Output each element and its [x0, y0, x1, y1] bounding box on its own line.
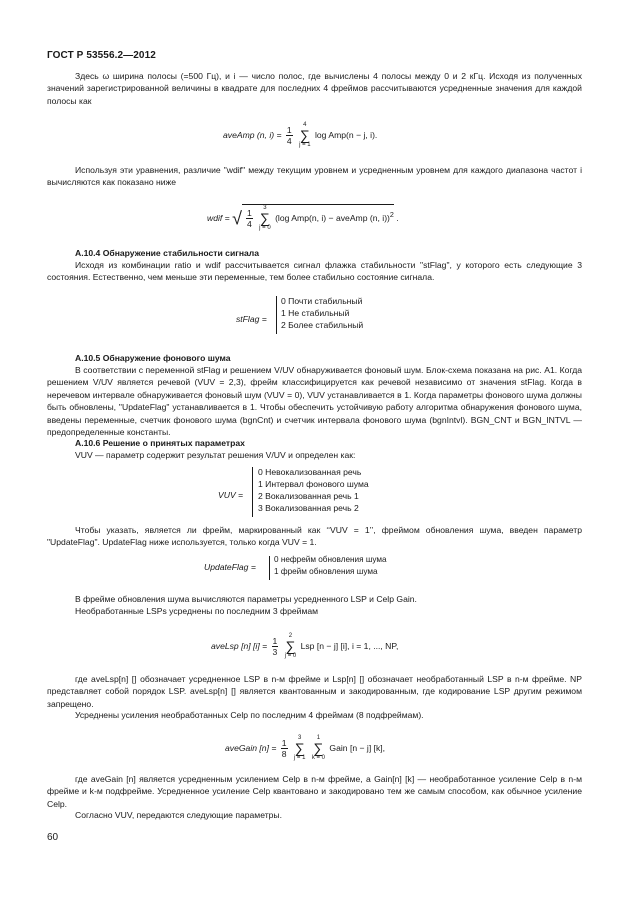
vuv-lhs: VUV =: [218, 490, 244, 500]
brace: [252, 467, 253, 517]
paragraph-updateflag: Чтобы указать, является ли фрейм, маркированный как ‘‘VUV = 1’’, фреймом обновления шума, введен параметр "UpdateFlag". UpdateFlag ниже используется, только когда VUV = 1.: [47, 525, 582, 548]
formula-lhs: aveAmp (n, i) =: [223, 129, 282, 140]
formula-rhs: Gain [n − j] [k],: [329, 742, 386, 753]
paragraph-background-noise: В соответствии с переменной stFlag и решением V/UV обнаруживается фоновый шум. Блок-схема показана на рис. А1. Когда решением V/UV является речевой (VUV = 2,3), фрейм классифицируется как речевой независимо от значения stFlag. Когда в неречевом интервале обнаруживается фоновый шум (VUV = 0), VUV устанавливается в 1. Когда параметры фонового шума должны быть обновлены, "UpdateFlag" устанавливается в 1. Чтобы обеспечить устойчивую работу алгоритма обнаружения фонового шума, введены переменные, счетчик фонового шума (bgnCnt) и счетчик интервала фонового шума (bgnIntvl). BGN_CNT и BGN_INTVL — предопределенные константы.: [47, 365, 582, 438]
paragraph-vuv: VUV — параметр содержит результат решения V/UV и определен как:: [75, 450, 356, 460]
formula-lhs: aveLsp [n] [i] =: [211, 640, 268, 651]
stflag-case-1: 1 Не стабильный: [281, 308, 350, 318]
brace: [269, 556, 270, 580]
formula-rhs: log Amp(n − j, i).: [314, 129, 378, 140]
paragraph-transmitted: Согласно VUV, передаются следующие параметры.: [75, 810, 282, 820]
radicand: [242, 204, 394, 232]
sum-symbol-outer: 3 ∑ j = 1: [293, 735, 306, 761]
fraction: $\frac{1}{3}$: [272, 636, 278, 657]
section-title-106: А.10.6 Решение о принятых параметрах: [75, 438, 245, 448]
updateflag-case-0: 0 нефрейм обновления шума: [274, 555, 387, 564]
formula-wdif: [207, 204, 399, 232]
sum-symbol: 4 ∑ j = 1: [299, 122, 311, 148]
updateflag-lhs: UpdateFlag =: [204, 562, 256, 572]
vuv-case-0: 0 Невокализованная речь: [258, 467, 362, 477]
vuv-case-3: 3 Вокализованная речь 2: [258, 503, 359, 513]
updateflag-case-1: 1 фрейм обновления шума: [274, 567, 378, 576]
formula-end: .: [396, 212, 399, 223]
formula-aveamp: [223, 122, 377, 149]
formula-avelsp: [211, 633, 398, 660]
section-title-104: А.10.4 Обнаружение стабильности сигнала: [75, 248, 260, 258]
fraction: $\frac{1}{4}$: [246, 208, 252, 229]
stflag-case-0: 0 Почти стабильный: [281, 296, 363, 306]
page-header: ГОСТ Р 53556.2—2012: [47, 50, 156, 61]
sum-symbol: 3 ∑ j = 0: [259, 205, 271, 231]
paragraph-bandwidth: Здесь ω ширина полосы (=500 Гц), и i — число полос, где вычислены 4 полосы между 0 и 2 кГц. Исходя из полученных значений зарегистрированной величины в квадрате для последних 4 фреймов рассчитываются усредненные значения для каждой полосы как: [47, 71, 582, 106]
paragraph-gain-avg: Усреднены усиления необработанных Celp по последним 4 фреймам (8 подфреймам).: [75, 710, 424, 720]
paragraph-wdif: Используя эти уравнения, различие "wdif" между текущим уровнем и усредненным уровнем для каждого диапазона частот i вычисляются как показано ниже: [47, 165, 582, 188]
exponent: 2: [389, 210, 394, 219]
formula-lhs: aveGain [n] =: [225, 742, 277, 753]
vuv-case-1: 1 Интервал фонового шума: [258, 479, 369, 489]
formula-lhs: wdif =: [207, 212, 230, 223]
paragraph-update-frame: В фрейме обновления шума вычисляются параметры усредненного LSP и Celp Gain.: [75, 594, 417, 604]
paragraph-raw-lsps: Необработанные LSPs усреднены по последним 3 фреймам: [75, 606, 319, 616]
paragraph-avegain-def: где aveGain [n] является усредненным усилением Celp в n-м фрейме, а Gain[n] [k] — необработанное усиление Celp в n-м фрейме и k-м подфрейме. Усредненное усиление Celp квантовано и закодировано тем же самым способом, как обычное усиление Celp.: [47, 774, 582, 809]
vuv-case-2: 2 Вокализованная речь 1: [258, 491, 359, 501]
sum-symbol: 2 ∑ j = 0: [284, 633, 297, 659]
fraction: $\frac{1}{8}$: [281, 738, 287, 759]
fraction: $\frac{1}{4}$: [286, 125, 292, 146]
formula-rhs: Lsp [n − j] [i], i = 1, ..., NP,: [300, 640, 399, 651]
paragraph-stability: Исходя из комбинации ratio и wdif рассчитывается сигнал флажка стабильности "stFlag", у которого есть следующие 3 состояния. Естественно, чем меньше эти переменные, тем более стабильно состояние сигнала.: [47, 260, 582, 283]
sum-symbol-inner: 1 ∑ k = 0: [311, 735, 326, 761]
stflag-lhs: stFlag =: [236, 314, 267, 324]
stflag-case-2: 2 Более стабильный: [281, 320, 364, 330]
page-number: 60: [47, 832, 59, 843]
brace: [276, 296, 277, 334]
paragraph-avelsp-def: где aveLsp[n] [] обозначает усредненное LSP в n-м фрейме и Lsp[n] [] обозначает необработанный LSP в n-м фрейме. NP представляет собой порядок LSP. aveLsp[n] [] является квантованным и закодированным, где кодирование LSP другим режимом запрещено.: [47, 674, 582, 709]
sqrt-icon: √: [232, 208, 242, 229]
formula-rhs: (log Amp(n, i) − aveAmp (n, i)): [275, 212, 390, 223]
formula-avegain: [225, 735, 385, 762]
section-title-105: А.10.5 Обнаружение фонового шума: [75, 353, 231, 363]
